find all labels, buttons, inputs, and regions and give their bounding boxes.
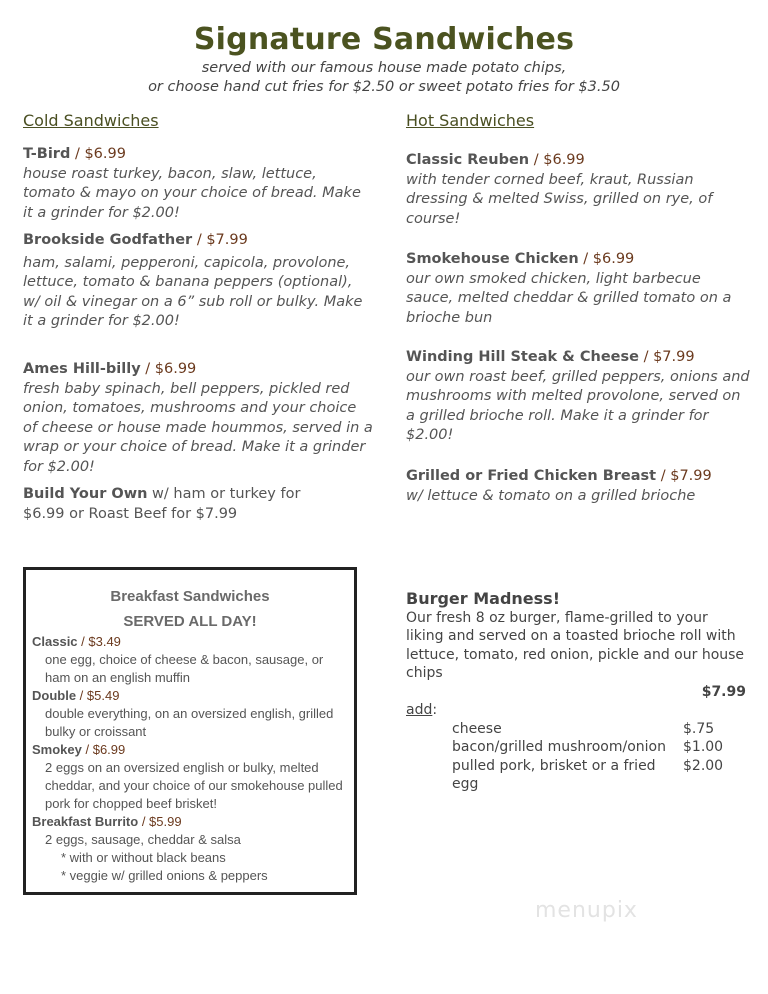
breakfast-subtitle: SERVED ALL DAY! bbox=[123, 613, 257, 630]
breakfast-item-smokey bbox=[32, 741, 352, 813]
page-title: Signature Sandwiches bbox=[193, 22, 575, 57]
item-desc: our own roast beef, grilled peppers, onions and mushrooms with melted provolone, served on a grilled brioche roll. Make it a grinder for $2.00! bbox=[406, 368, 750, 443]
breakfast-item-burrito bbox=[32, 813, 352, 885]
addon-name: bacon/grilled mushroom/onion bbox=[452, 739, 666, 755]
item-price: / $6.99 bbox=[140, 361, 197, 377]
subtitle-line-2: or choose hand cut fries for $2.50 or sweet potato fries for $3.50 bbox=[148, 79, 620, 95]
burger-title: Burger Madness! bbox=[406, 589, 560, 608]
breakfast-sandwiches-box bbox=[23, 567, 357, 895]
item-price: / $6.99 bbox=[70, 146, 126, 162]
item-name: Smokehouse Chicken bbox=[406, 251, 579, 267]
menu-item-winding-hill-steak bbox=[406, 348, 751, 446]
item-price: / $7.99 bbox=[656, 468, 712, 484]
addon-price: $2.00 bbox=[683, 757, 724, 774]
breakfast-item-double bbox=[32, 687, 352, 741]
hot-sandwiches-heading: Hot Sandwiches bbox=[406, 111, 535, 130]
item-desc: w/ lettuce & tomato on a grilled brioche bbox=[406, 487, 696, 504]
menupix-watermark: menupix bbox=[535, 898, 638, 923]
burger-add-row bbox=[406, 701, 746, 720]
subtitle-line-1: served with our famous house made potato chips, bbox=[201, 60, 567, 76]
addon-row bbox=[406, 757, 746, 794]
item-name: Classic Reuben bbox=[406, 152, 530, 168]
menu-item-ames-hill-billy bbox=[23, 360, 373, 477]
build-your-own bbox=[23, 485, 333, 524]
burger-section bbox=[406, 590, 746, 794]
item-note: * with or without black beans bbox=[61, 850, 226, 865]
item-desc: our own smoked chicken, light barbecue sauce, melted cheddar & grilled tomato on a brioche bun bbox=[406, 270, 732, 326]
addon-name: cheese bbox=[452, 720, 502, 737]
item-note: * veggie w/ grilled onions & peppers bbox=[61, 868, 268, 883]
item-name: Winding Hill Steak & Cheese bbox=[406, 349, 639, 365]
burger-add-label: add bbox=[406, 702, 433, 718]
breakfast-list bbox=[32, 630, 352, 885]
page-subtitle bbox=[0, 59, 768, 97]
addon-price: $1.00 bbox=[683, 739, 724, 755]
item-price: / $3.49 bbox=[77, 634, 121, 649]
burger-desc: Our fresh 8 oz burger, flame-grilled to your liking and served on a toasted brioche roll with lettuce, tomato, red onion, pickle and our house chips bbox=[406, 609, 745, 681]
item-desc: ham, salami, pepperoni, capicola, provolone, lettuce, tomato & banana peppers (optional), w/ oil & vinegar on a 6” sub roll or bulky. Make it a grinder for $2.00! bbox=[23, 254, 363, 329]
item-desc: 2 eggs, sausage, cheddar & salsa bbox=[45, 832, 241, 847]
menu-item-brookside-godfather bbox=[23, 231, 368, 332]
item-desc: double everything, on an oversized english, grilled bulky or croissant bbox=[45, 706, 334, 739]
menu-item-t-bird bbox=[23, 145, 373, 223]
build-own-name: Build Your Own bbox=[23, 486, 148, 502]
item-name: Grilled or Fried Chicken Breast bbox=[406, 468, 657, 484]
item-price: / $6.99 bbox=[529, 152, 585, 168]
addon-row bbox=[406, 720, 746, 739]
burger-price: $7.99 bbox=[701, 683, 746, 700]
build-own-text: w/ ham or turkey for $6.99 or Roast Beef for $7.99 bbox=[23, 486, 301, 522]
item-price: / $7.99 bbox=[638, 349, 695, 365]
menu-item-chicken-breast bbox=[406, 467, 751, 506]
item-desc: with tender corned beef, kraut, Russian dressing & melted Swiss, grilled on rye, of course! bbox=[406, 171, 713, 227]
addon-price: $.75 bbox=[683, 720, 715, 737]
item-name: T-Bird bbox=[23, 146, 71, 162]
item-name: Ames Hill-billy bbox=[23, 361, 141, 377]
breakfast-item-classic bbox=[32, 633, 352, 687]
item-price: / $5.49 bbox=[76, 688, 120, 703]
item-price: / $7.99 bbox=[192, 232, 248, 248]
breakfast-title: Breakfast Sandwiches bbox=[110, 588, 270, 605]
item-name: Smokey bbox=[32, 742, 82, 757]
menu-item-smokehouse-chicken bbox=[406, 250, 751, 328]
item-desc: fresh baby spinach, bell peppers, pickled red onion, tomatoes, mushrooms and your choice of cheese or house made hoummos, served in a wrap or your choice of bread. Make it a grinder for $2.00! bbox=[23, 380, 373, 475]
item-desc: house roast turkey, bacon, slaw, lettuce, tomato & mayo on your choice of bread. Make it a grinder for $2.00! bbox=[23, 165, 361, 221]
item-name: Double bbox=[32, 688, 77, 703]
cold-sandwiches-heading: Cold Sandwiches bbox=[23, 111, 159, 130]
item-name: Brookside Godfather bbox=[23, 232, 193, 248]
item-name: Breakfast Burrito bbox=[32, 814, 139, 829]
menu-item-classic-reuben bbox=[406, 151, 746, 229]
addon-row bbox=[406, 738, 746, 757]
item-price: / $6.99 bbox=[81, 742, 126, 757]
item-price: / $6.99 bbox=[578, 251, 635, 267]
burger-add-colon: : bbox=[432, 702, 438, 718]
item-price: / $5.99 bbox=[138, 814, 182, 829]
item-desc: one egg, choice of cheese & bacon, sausage, or ham on an english muffin bbox=[45, 652, 324, 685]
item-desc: 2 eggs on an oversized english or bulky, melted cheddar, and your choice of our smokehouse pulled pork for chopped beef brisket! bbox=[45, 760, 343, 811]
item-name: Classic bbox=[32, 634, 78, 649]
addon-name: pulled pork, brisket or a fried egg bbox=[452, 757, 656, 792]
